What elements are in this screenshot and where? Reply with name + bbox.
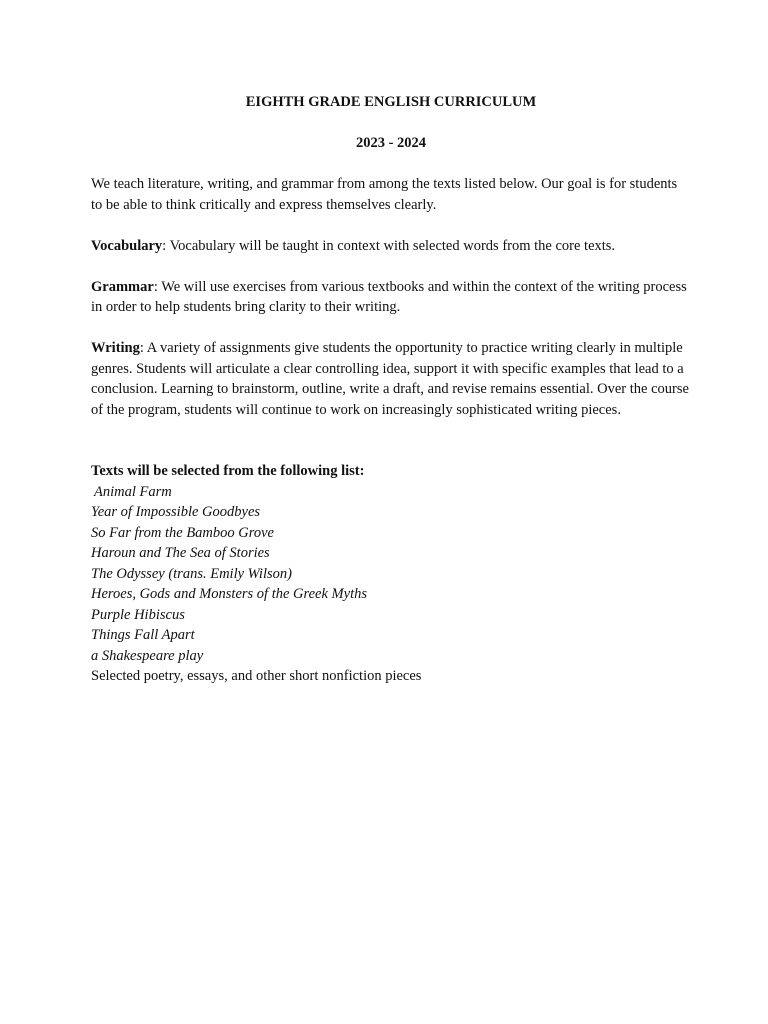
list-item: Animal Farm	[94, 483, 172, 500]
grammar-text: : We will use exercises from various textbooks and within the context of the writing process in order to help students bring clarity to their writing.	[91, 278, 687, 315]
list-item: Heroes, Gods and Monsters of the Greek Myths	[91, 586, 367, 602]
vocabulary-term: Vocabulary	[91, 237, 163, 254]
list-item: a Shakespeare play	[91, 647, 204, 664]
writing-text: : A variety of assignments give students the opportunity to practice writing clearly in multiple genres. Students will articulate a clear controlling idea, support it with specific examples that lead to a conclusion. Learning to brainstorm, outline, write a draft, and revise remains essential. Over the course of the program, students will continue to work on increasingly sophisticated writing pieces.	[91, 340, 689, 418]
intro-paragraph: We teach literature, writing, and grammar from among the texts listed below. Our goal is for students to be able to think critically and express themselves clearly.	[91, 176, 678, 213]
list-item: So Far from the Bamboo Grove	[91, 524, 274, 541]
list-item: Year of Impossible Goodbyes	[91, 504, 261, 520]
list-item: The Odyssey (trans. Emily Wilson)	[91, 565, 292, 582]
document-title: EIGHTH GRADE ENGLISH CURRICULUM	[245, 94, 537, 110]
list-item: Things Fall Apart	[91, 627, 195, 643]
list-item: Haroun and The Sea of Stories	[91, 545, 270, 561]
text-list-heading: Texts will be selected from the following list:	[91, 463, 365, 479]
document-page	[91, 92, 691, 687]
vocabulary-section	[91, 236, 691, 257]
school-year: 2023 - 2024	[355, 135, 427, 151]
closing-list-item: Selected poetry, essays, and other short nonfiction pieces	[91, 668, 422, 684]
writing-term: Writing	[91, 340, 140, 356]
writing-section	[91, 338, 691, 420]
grammar-term: Grammar	[91, 278, 154, 295]
list-item: Purple Hibiscus	[91, 606, 185, 623]
text-list	[91, 482, 691, 667]
grammar-section	[91, 277, 691, 318]
vocabulary-text: : Vocabulary will be taught in context with selected words from the core texts.	[162, 237, 616, 254]
